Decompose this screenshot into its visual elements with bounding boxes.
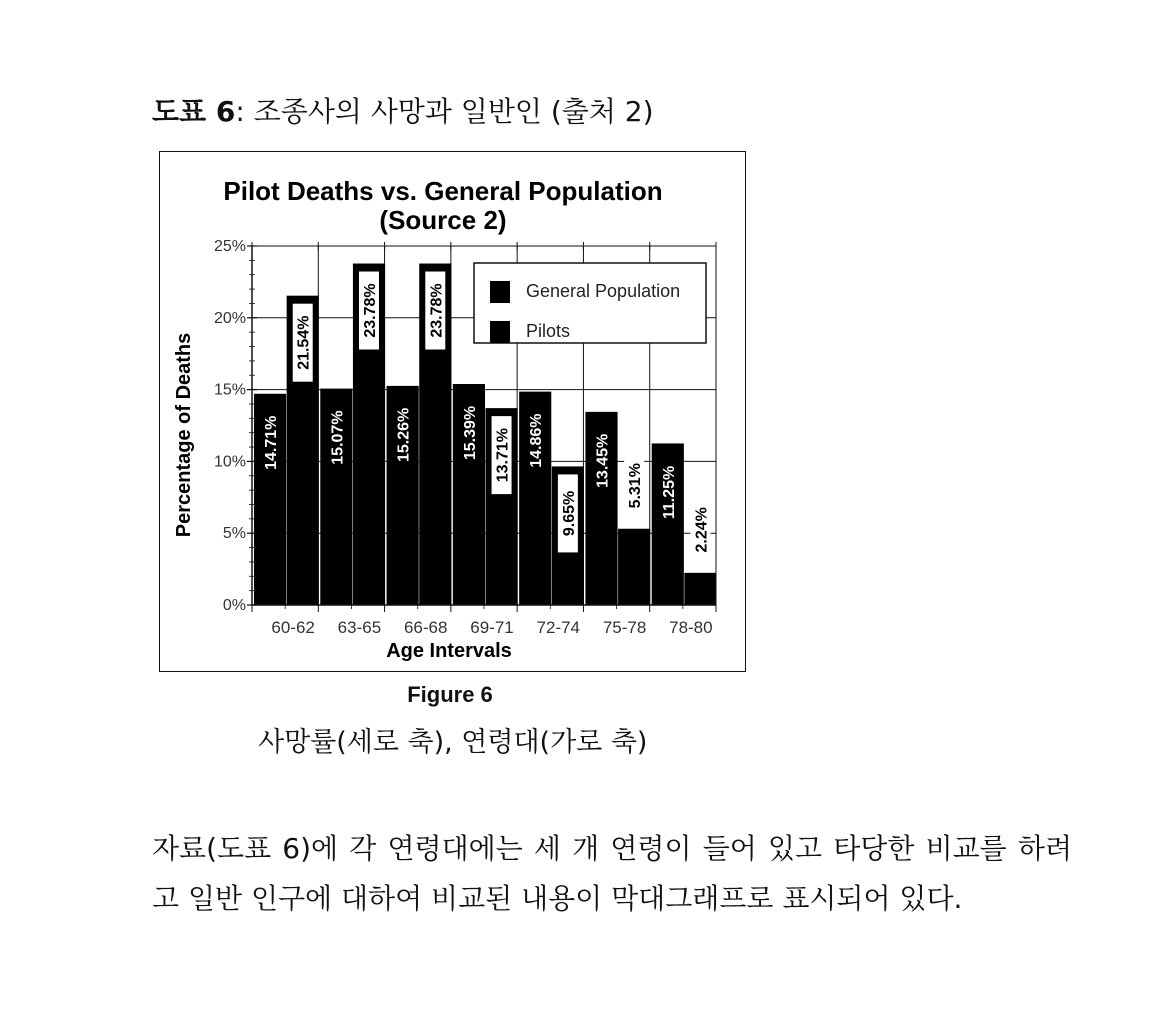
y-tick-label: 10% <box>213 453 246 471</box>
bar-pilots <box>684 573 716 605</box>
x-tick-label: 75-78 <box>602 618 647 637</box>
x-tick-label: 66-68 <box>403 618 448 637</box>
bar-value-label: 21.54% <box>295 315 313 370</box>
body-paragraph: 자료(도표 6)에 각 연령대에는 세 개 연령이 들어 있고 타당한 비교를 하려고 일반 인구에 대하여 비교된 내용이 막대그래프로 표시되어 있다. <box>152 832 1072 915</box>
x-tick-label: 63-65 <box>337 618 382 637</box>
bar-pilots <box>618 529 650 605</box>
bar-value-label: 23.78% <box>362 283 379 338</box>
bar-value-label: 15.26% <box>395 407 413 462</box>
y-tick-label: 25% <box>213 238 246 255</box>
x-axis-label: Age Intervals <box>386 640 512 662</box>
bar-value-label: 15.39% <box>461 405 479 461</box>
bar-value-label: 13.45% <box>594 433 612 488</box>
bar-value-label: 23.78% <box>428 283 446 338</box>
bar-value-label: 5.31% <box>627 463 645 509</box>
legend-label: General Population <box>526 281 681 301</box>
caption-text: : 조종사의 사망과 일반인 (출처 2) <box>235 95 654 128</box>
bar-value-label: 11.25% <box>660 465 678 520</box>
figure-number: Figure 6 <box>407 682 493 707</box>
bar-value-label: 2.24% <box>693 507 711 553</box>
chart-legend <box>474 263 706 343</box>
bar-value-label: 14.71% <box>263 415 281 470</box>
axes-caption: 사망률(세로 축), 연령대(가로 축) <box>258 727 648 758</box>
figure-caption <box>152 92 654 132</box>
x-tick-label: 69-71 <box>470 618 514 637</box>
y-axis-label: Percentage of Deaths <box>173 332 195 538</box>
y-tick-label: 20% <box>213 309 246 327</box>
y-tick-label: 15% <box>213 381 246 399</box>
x-tick-label: 72-74 <box>536 618 581 637</box>
bar-value-label: 15.07% <box>329 410 347 465</box>
y-tick-label: 5% <box>222 525 246 543</box>
legend-label: Pilots <box>526 321 571 341</box>
y-tick-label: 0% <box>222 597 246 614</box>
bar-value-label: 14.86% <box>528 413 546 468</box>
x-tick-label: 78-80 <box>669 618 713 637</box>
chart-frame <box>159 151 746 672</box>
chart-subtitle: (Source 2) <box>379 205 507 235</box>
bar-value-label: 9.65% <box>560 490 578 537</box>
chart-title: Pilot Deaths vs. General Population <box>223 176 663 206</box>
bar-value-label: 13.71% <box>494 427 512 483</box>
x-tick-label: 60-62 <box>271 618 315 637</box>
bar-chart <box>160 152 747 673</box>
legend-swatch <box>490 321 510 343</box>
legend-swatch <box>490 281 510 303</box>
caption-label: 도표 6 <box>152 95 236 128</box>
